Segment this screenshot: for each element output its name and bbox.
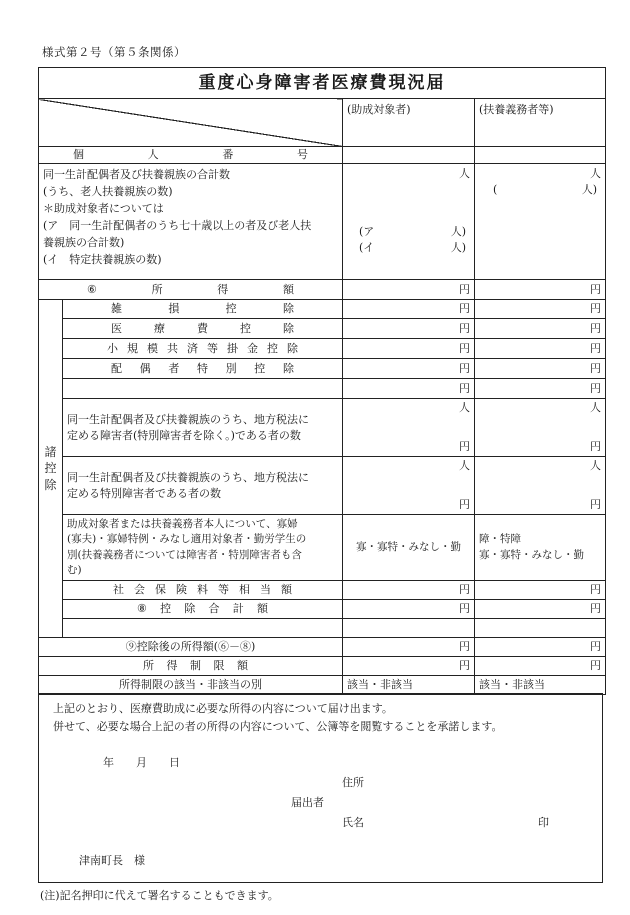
spouse-special-supporter[interactable]: 円 <box>475 359 606 379</box>
total-deduction-supporter[interactable]: 円 <box>475 600 606 619</box>
income-after-deduction-label: ⑨控除後の所得額(⑥－⑧) <box>39 638 343 657</box>
header-diagonal-cell <box>39 99 343 147</box>
dependents-subject-cell[interactable]: 人 (ア 人) (イ 人) <box>343 164 475 280</box>
small-business-subject[interactable]: 円 <box>343 339 475 359</box>
disabled-count-supporter[interactable]: 人 円 <box>475 399 606 457</box>
submitter-label: 届出者 <box>291 796 324 809</box>
income-amount-subject[interactable]: 円 <box>343 280 475 300</box>
blank-deduction-subject[interactable]: 円 <box>343 379 475 399</box>
casualty-loss-supporter[interactable]: 円 <box>475 300 606 319</box>
deductions-category-label: 諸 控 除 <box>39 300 63 638</box>
social-insurance-subject[interactable]: 円 <box>343 581 475 600</box>
declaration-text-1: 上記のとおり、医療費助成に必要な所得の内容について届け出ます。 <box>53 702 393 715</box>
small-business-mutual-aid-label: 小 規 模 共 済 等 掛 金 控 除 <box>63 339 343 359</box>
dependents-label: 同一生計配偶者及び扶養親族の合計数 (うち、老人扶養親族の数) ＊助成対象者については (ア 同一生計配偶者のうち七十歳以上の者及び老人扶 養親族の合計数) (イ 特定扶養親族の数) <box>39 164 343 280</box>
total-deduction-subject[interactable]: 円 <box>343 600 475 619</box>
total-deduction-label: ⑧ 控 除 合 計 額 <box>63 600 343 619</box>
income-amount-label: ⑥ 所 得 額 <box>39 280 343 300</box>
declaration-box <box>38 693 603 883</box>
income-limit-label: 所 得 制 限 額 <box>39 657 343 676</box>
income-after-deduction-subject[interactable]: 円 <box>343 638 475 657</box>
income-after-deduction-supporter[interactable]: 円 <box>475 638 606 657</box>
declaration-text-2: 併せて、必要な場合上記の者の所得の内容について、公簿等を閲覧することを承諾します。 <box>53 720 503 733</box>
spouse-special-subject[interactable]: 円 <box>343 359 475 379</box>
name-label: 氏名 <box>342 816 364 829</box>
column-header-subject: (助成対象者) <box>343 99 475 147</box>
form-title: 重度心身障害者医療費現況届 <box>39 68 606 99</box>
individual-number-label: 個 人 番 号 <box>39 147 343 164</box>
spouse-special-deduction-label: 配 偶 者 特 別 控 除 <box>63 359 343 379</box>
small-business-supporter[interactable]: 円 <box>475 339 606 359</box>
disabled-count-subject[interactable]: 人 円 <box>343 399 475 457</box>
social-insurance-supporter[interactable]: 円 <box>475 581 606 600</box>
medical-expense-subject[interactable]: 円 <box>343 319 475 339</box>
social-insurance-label: 社 会 保 険 料 等 相 当 額 <box>63 581 343 600</box>
casualty-loss-subject[interactable]: 円 <box>343 300 475 319</box>
widow-status-subject[interactable]: 寡・寡特・みなし・勤 <box>343 515 475 581</box>
disabled-count-label: 同一生計配偶者及び扶養親族のうち、地方税法に 定める障害者(特別障害者を除く。)である者の数 <box>63 399 343 457</box>
special-disabled-count-label: 同一生計配偶者及び扶養親族のうち、地方税法に 定める特別障害者である者の数 <box>63 457 343 515</box>
individual-number-subject[interactable] <box>343 147 475 164</box>
column-header-supporter: (扶養義務者等) <box>475 99 606 147</box>
widow-status-label: 助成対象者または扶養義務者本人について、寡婦 (寡夫)・寡婦特例・みなし適用対象者・勤労学生の 別(扶養義務者については障害者・特別障害者も含 む) <box>63 515 343 581</box>
date-field[interactable]: 年 月 日 <box>103 756 180 769</box>
dependents-supporter-cell[interactable]: 人 ( 人) <box>475 164 606 280</box>
applicability-label: 所得制限の該当・非該当の別 <box>39 676 343 695</box>
special-disabled-subject[interactable]: 人 円 <box>343 457 475 515</box>
blank-deduction-supporter[interactable]: 円 <box>475 379 606 399</box>
income-limit-supporter[interactable]: 円 <box>475 657 606 676</box>
seal-mark: 印 <box>538 816 549 829</box>
blank-deduction-label[interactable] <box>63 379 343 399</box>
medical-expense-supporter[interactable]: 円 <box>475 319 606 339</box>
address-label: 住所 <box>342 776 364 789</box>
applicability-subject[interactable]: 該当・非該当 <box>343 676 475 695</box>
casualty-loss-deduction-label: 雑 損 控 除 <box>63 300 343 319</box>
income-amount-supporter[interactable]: 円 <box>475 280 606 300</box>
medical-expense-deduction-label: 医 療 費 控 除 <box>63 319 343 339</box>
income-limit-subject[interactable]: 円 <box>343 657 475 676</box>
signature-note: (注)記名押印に代えて署名することもできます。 <box>40 889 279 902</box>
special-disabled-supporter[interactable]: 人 円 <box>475 457 606 515</box>
individual-number-supporter[interactable] <box>475 147 606 164</box>
income-form-table <box>38 67 606 695</box>
applicability-supporter[interactable]: 該当・非該当 <box>475 676 606 695</box>
form-id: 様式第２号（第５条関係） <box>42 45 186 59</box>
widow-status-supporter[interactable]: 障・特障 寡・寡特・みなし・勤 <box>475 515 606 581</box>
addressee-mayor: 津南町長 様 <box>79 854 145 867</box>
